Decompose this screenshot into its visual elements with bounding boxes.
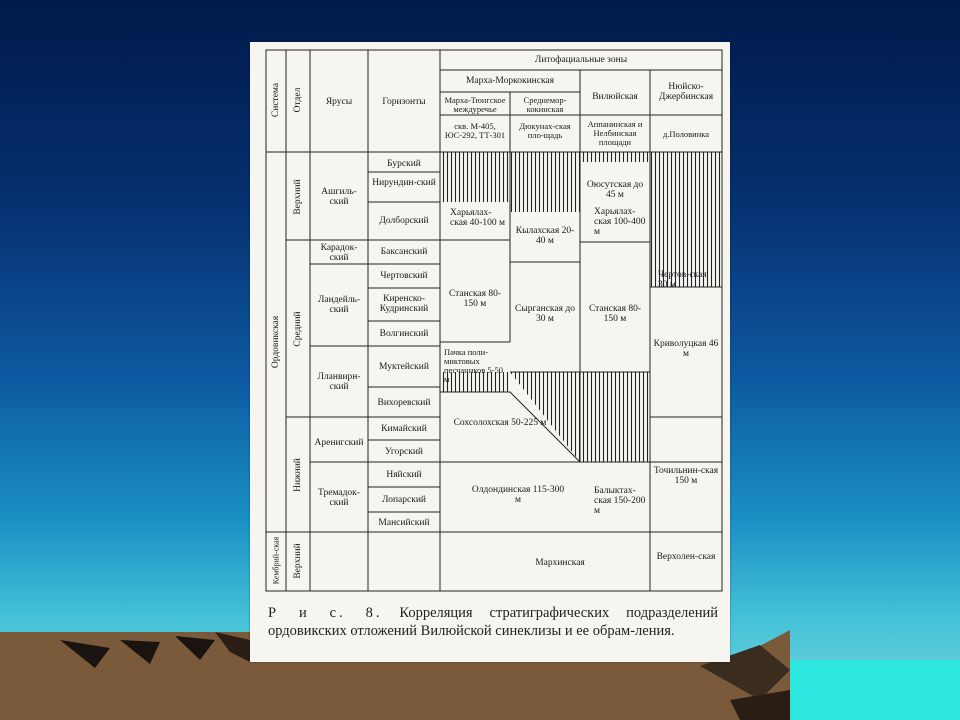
unit-markhinskaya: Мархинская	[535, 558, 585, 568]
unit-kylakhskaya: Кылахская 20-40 м	[515, 226, 575, 246]
unit-syrganskaya: Сырганская до 30 м	[515, 304, 575, 324]
unit-chertovskaya: Чертов-ская 30 м	[658, 270, 707, 290]
stage-llandeilo: Ландейль-ский	[317, 295, 361, 315]
header-division: Отдел	[293, 87, 303, 113]
system-cambrian: Кембрий-ская	[271, 536, 281, 585]
caption-prefix: Р и с. 8.	[268, 605, 383, 621]
horizon-dolborsky: Долборский	[379, 216, 429, 226]
header-dyukunakh: Дюкунах-ская пло-щадь	[519, 121, 571, 140]
horizon-nirundinsky: Нирундин-ский	[372, 178, 436, 188]
header-vilyuy: Вилюйская	[592, 92, 638, 102]
header-lithofacial-zones: Литофациальные зоны	[534, 55, 628, 65]
header-system: Система	[271, 82, 281, 118]
stage-ashgill: Ашгиль-ский	[321, 187, 357, 207]
unit-oyusutskaya: Оюсутская до 45 м	[586, 180, 644, 200]
figure-caption	[268, 604, 718, 640]
horizon-bursky: Бурский	[387, 159, 421, 169]
division-upper: Верхний	[293, 179, 303, 215]
header-markha-morkoka: Марха-Моркокинская	[465, 76, 555, 86]
unit-krivolutskaya: Криволуцкая 46 м	[653, 339, 719, 359]
teal-block	[790, 660, 960, 720]
stage-llanvirn: Лланвирн-ский	[317, 372, 361, 392]
unit-kharyalakh-2: Харьялах-ская 100-400 м	[594, 207, 646, 237]
stage-tremadoc: Тремадок-ский	[318, 488, 360, 508]
division-middle: Средний	[293, 311, 303, 347]
stage-caradoc: Карадок-ский	[320, 243, 358, 263]
stage-arenig: Аренигский	[314, 438, 364, 448]
division-lower: Нижний	[293, 458, 303, 492]
unit-verkholenskaya: Верхолен-ская	[656, 552, 716, 562]
horizon-volginsky: Волгинский	[379, 329, 429, 339]
horizon-nyaisky: Няйский	[386, 470, 422, 480]
horizon-baksansky: Баксанский	[380, 247, 428, 257]
horizon-vikhorevsky: Вихоревский	[377, 398, 431, 408]
horizon-ugorsky: Угорский	[384, 447, 424, 457]
header-appaninskaya: Аппанинская и Нелбинская площади	[587, 119, 643, 147]
horizon-mukteisky: Муктейский	[379, 362, 429, 372]
unit-oldondinskaya: Олдондинская 115-300 м	[471, 485, 565, 505]
header-horizons: Горизонты	[382, 97, 426, 107]
unit-sokhsolokh: Сохсолохская 50-225 м	[453, 418, 547, 428]
header-wells: скв. М-405, ЮС-292, ТТ-301	[444, 121, 506, 140]
horizon-chertovsky: Чертовский	[380, 271, 428, 281]
unit-stanskaya-1: Станская 80-150 м	[448, 289, 502, 309]
header-nyuya: Нюйско-Джербинская	[658, 82, 714, 102]
unit-tochilninskaya: Точильнин-ская 150 м	[653, 466, 719, 486]
horizon-loparsky: Лопарский	[381, 495, 426, 505]
scanned-document	[250, 42, 730, 662]
horizon-mansiysky: Мансийский	[378, 518, 430, 528]
caption-text: Корреляция стратиграфических подразделений ордовикских отложений Вилюйской синеклизы и ее обрам-ления.	[268, 605, 719, 639]
unit-pachka: Пачка поли-миктовых песчаников 5-50 м	[444, 347, 503, 384]
horizon-kirensko: Киренско-Кудринский	[379, 294, 429, 314]
header-polovinka: д.Половинка	[662, 129, 710, 139]
horizon-kimaisky: Кимайский	[381, 424, 427, 434]
division-cambrian-upper: Верхний	[293, 543, 303, 579]
header-markha-tyung: Марха-Тюнгское междуречье	[444, 95, 506, 114]
unit-stanskaya-2: Станская 80-150 м	[588, 304, 642, 324]
header-stages: Ярусы	[325, 97, 353, 107]
system-ordovician: Ордовикская	[271, 315, 281, 369]
unit-kharyalakh-1: Харьялах-ская 40-100 м	[450, 208, 505, 228]
header-srednemor: Среднемор-кокинская	[523, 95, 567, 114]
unit-balyktakh: Балыктах-ская 150-200 м	[594, 486, 646, 516]
